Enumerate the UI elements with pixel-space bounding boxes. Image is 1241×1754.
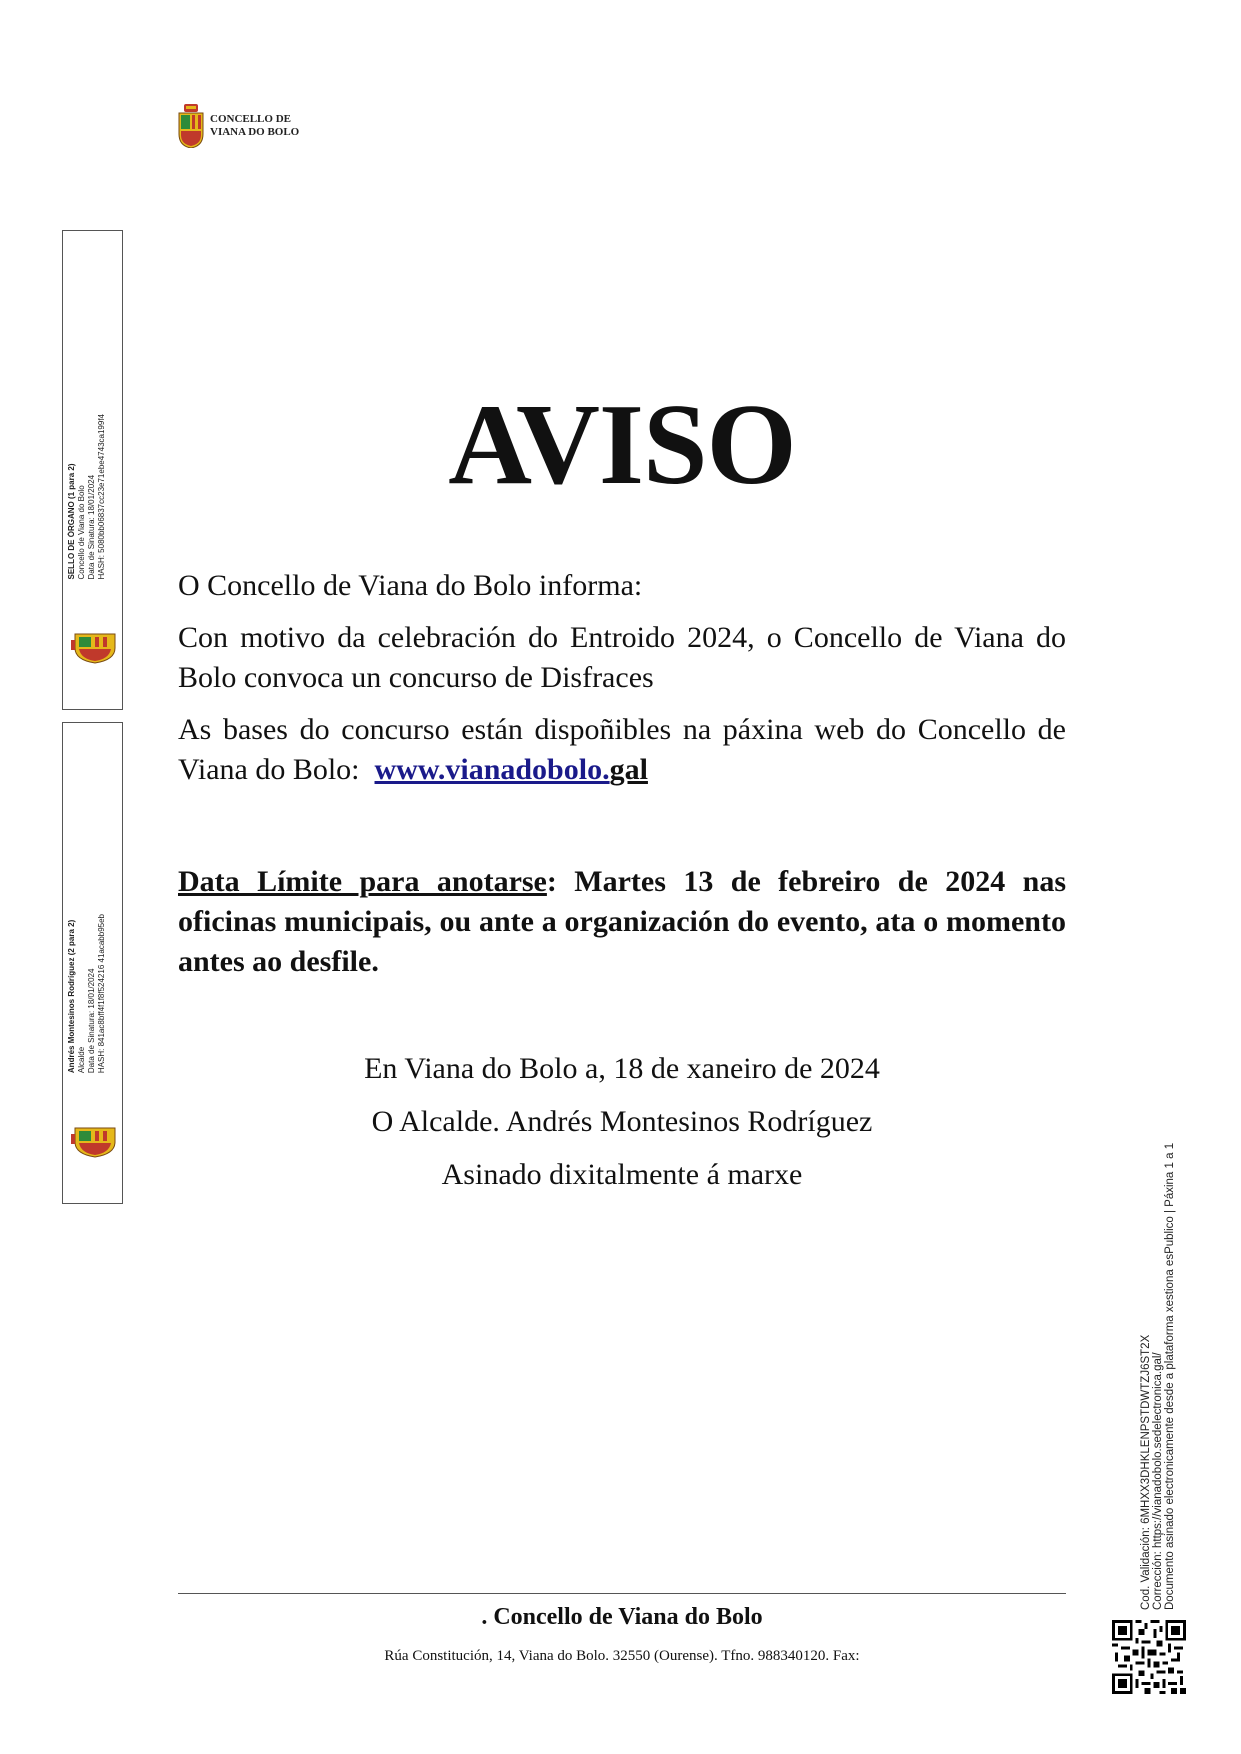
seal-1-line-3: HASH: 5080bb06837cc23e71ebe4743ca199f4 [97,413,106,579]
footer-address: Rúa Constitución, 14, Viana do Bolo. 32550 (Ourense). Tfno. 988340120. Fax: [384,1648,860,1664]
verification-text [1140,1098,1176,1610]
seal-1-line-2: Data de Sinatura: 18/01/2024 [87,474,96,579]
bases-paragraph [178,710,1066,790]
footer-name: . Concello de Viana do Bolo [481,1604,763,1630]
signature-seal-2 [62,722,123,1204]
seal-1-line-1: Concello de Viana do Bolo [77,484,86,579]
seal-coat-of-arms-icon [71,1124,119,1158]
website-link-suffix[interactable]: gal [609,753,648,786]
place-date: En Viana do Bolo a, 18 de xaneiro de 2024 [364,1052,880,1085]
seal-2-text [67,913,106,1073]
seal-2-line-3: HASH: 841ac8bff4f1f8f524216 41acabb95eb [97,913,106,1073]
deadline-paragraph [178,862,1066,982]
seal-2-line-2: Data de Sinatura: 18/01/2024 [87,968,96,1073]
document-title: AVISO [448,381,796,509]
logo-line-1: CONCELLO DE [210,113,291,125]
seal-1-title: SELLO DE ÓRGANO (1 para 2) [67,462,76,579]
deadline-text: : Martes 13 de febreiro de 2024 nas oficinas municipais, ou ante a organización do evento, ata o momento antes ao desfile. [178,865,1066,978]
website-link[interactable]: www.vianadobolo. [374,753,610,786]
correction-url[interactable]: Corrección: https://vianadobolo.sedelectronica.gal/ [1152,1352,1164,1610]
header-logo [178,104,299,148]
intro-paragraph: O Concello de Viana do Bolo informa: [178,569,643,602]
bases-text: As bases do concurso están dispoñibles na páxina web do Concello de Viana do Bolo: [178,713,1066,786]
coat-of-arms-icon [178,104,204,148]
document-body [178,566,1066,994]
signature-seal-1 [62,230,123,710]
deadline-label: Data Límite para anotarse [178,865,547,898]
motive-paragraph: Con motivo da celebración do Entroido 2024, o Concello de Viana do Bolo convoca un concurso de Disfraces [178,621,1066,694]
validation-code: Cod. Validación: 6MHXX3DHKLENPSTDWTZJ6ST2X [1140,1334,1152,1610]
seal-1-text [67,413,106,579]
qr-code-icon[interactable] [1112,1620,1186,1694]
footer-divider [178,1593,1066,1594]
closing-block [178,1042,1066,1201]
signatory: O Alcalde. Andrés Montesinos Rodríguez [371,1105,873,1138]
seal-coat-of-arms-icon [71,630,119,664]
seal-2-line-1: Alcalde [77,1046,86,1073]
platform-note: Documento asinado electronicamente desde a plataforma xestiona esPublico | Páxina 1 a 1 [1164,1142,1176,1610]
logo-line-2: VIANA DO BOLO [210,126,300,138]
seal-2-title: Andrés Montesinos Rodríguez (2 para 2) [67,919,76,1073]
signature-note: Asinado dixitalmente á marxe [441,1158,803,1191]
